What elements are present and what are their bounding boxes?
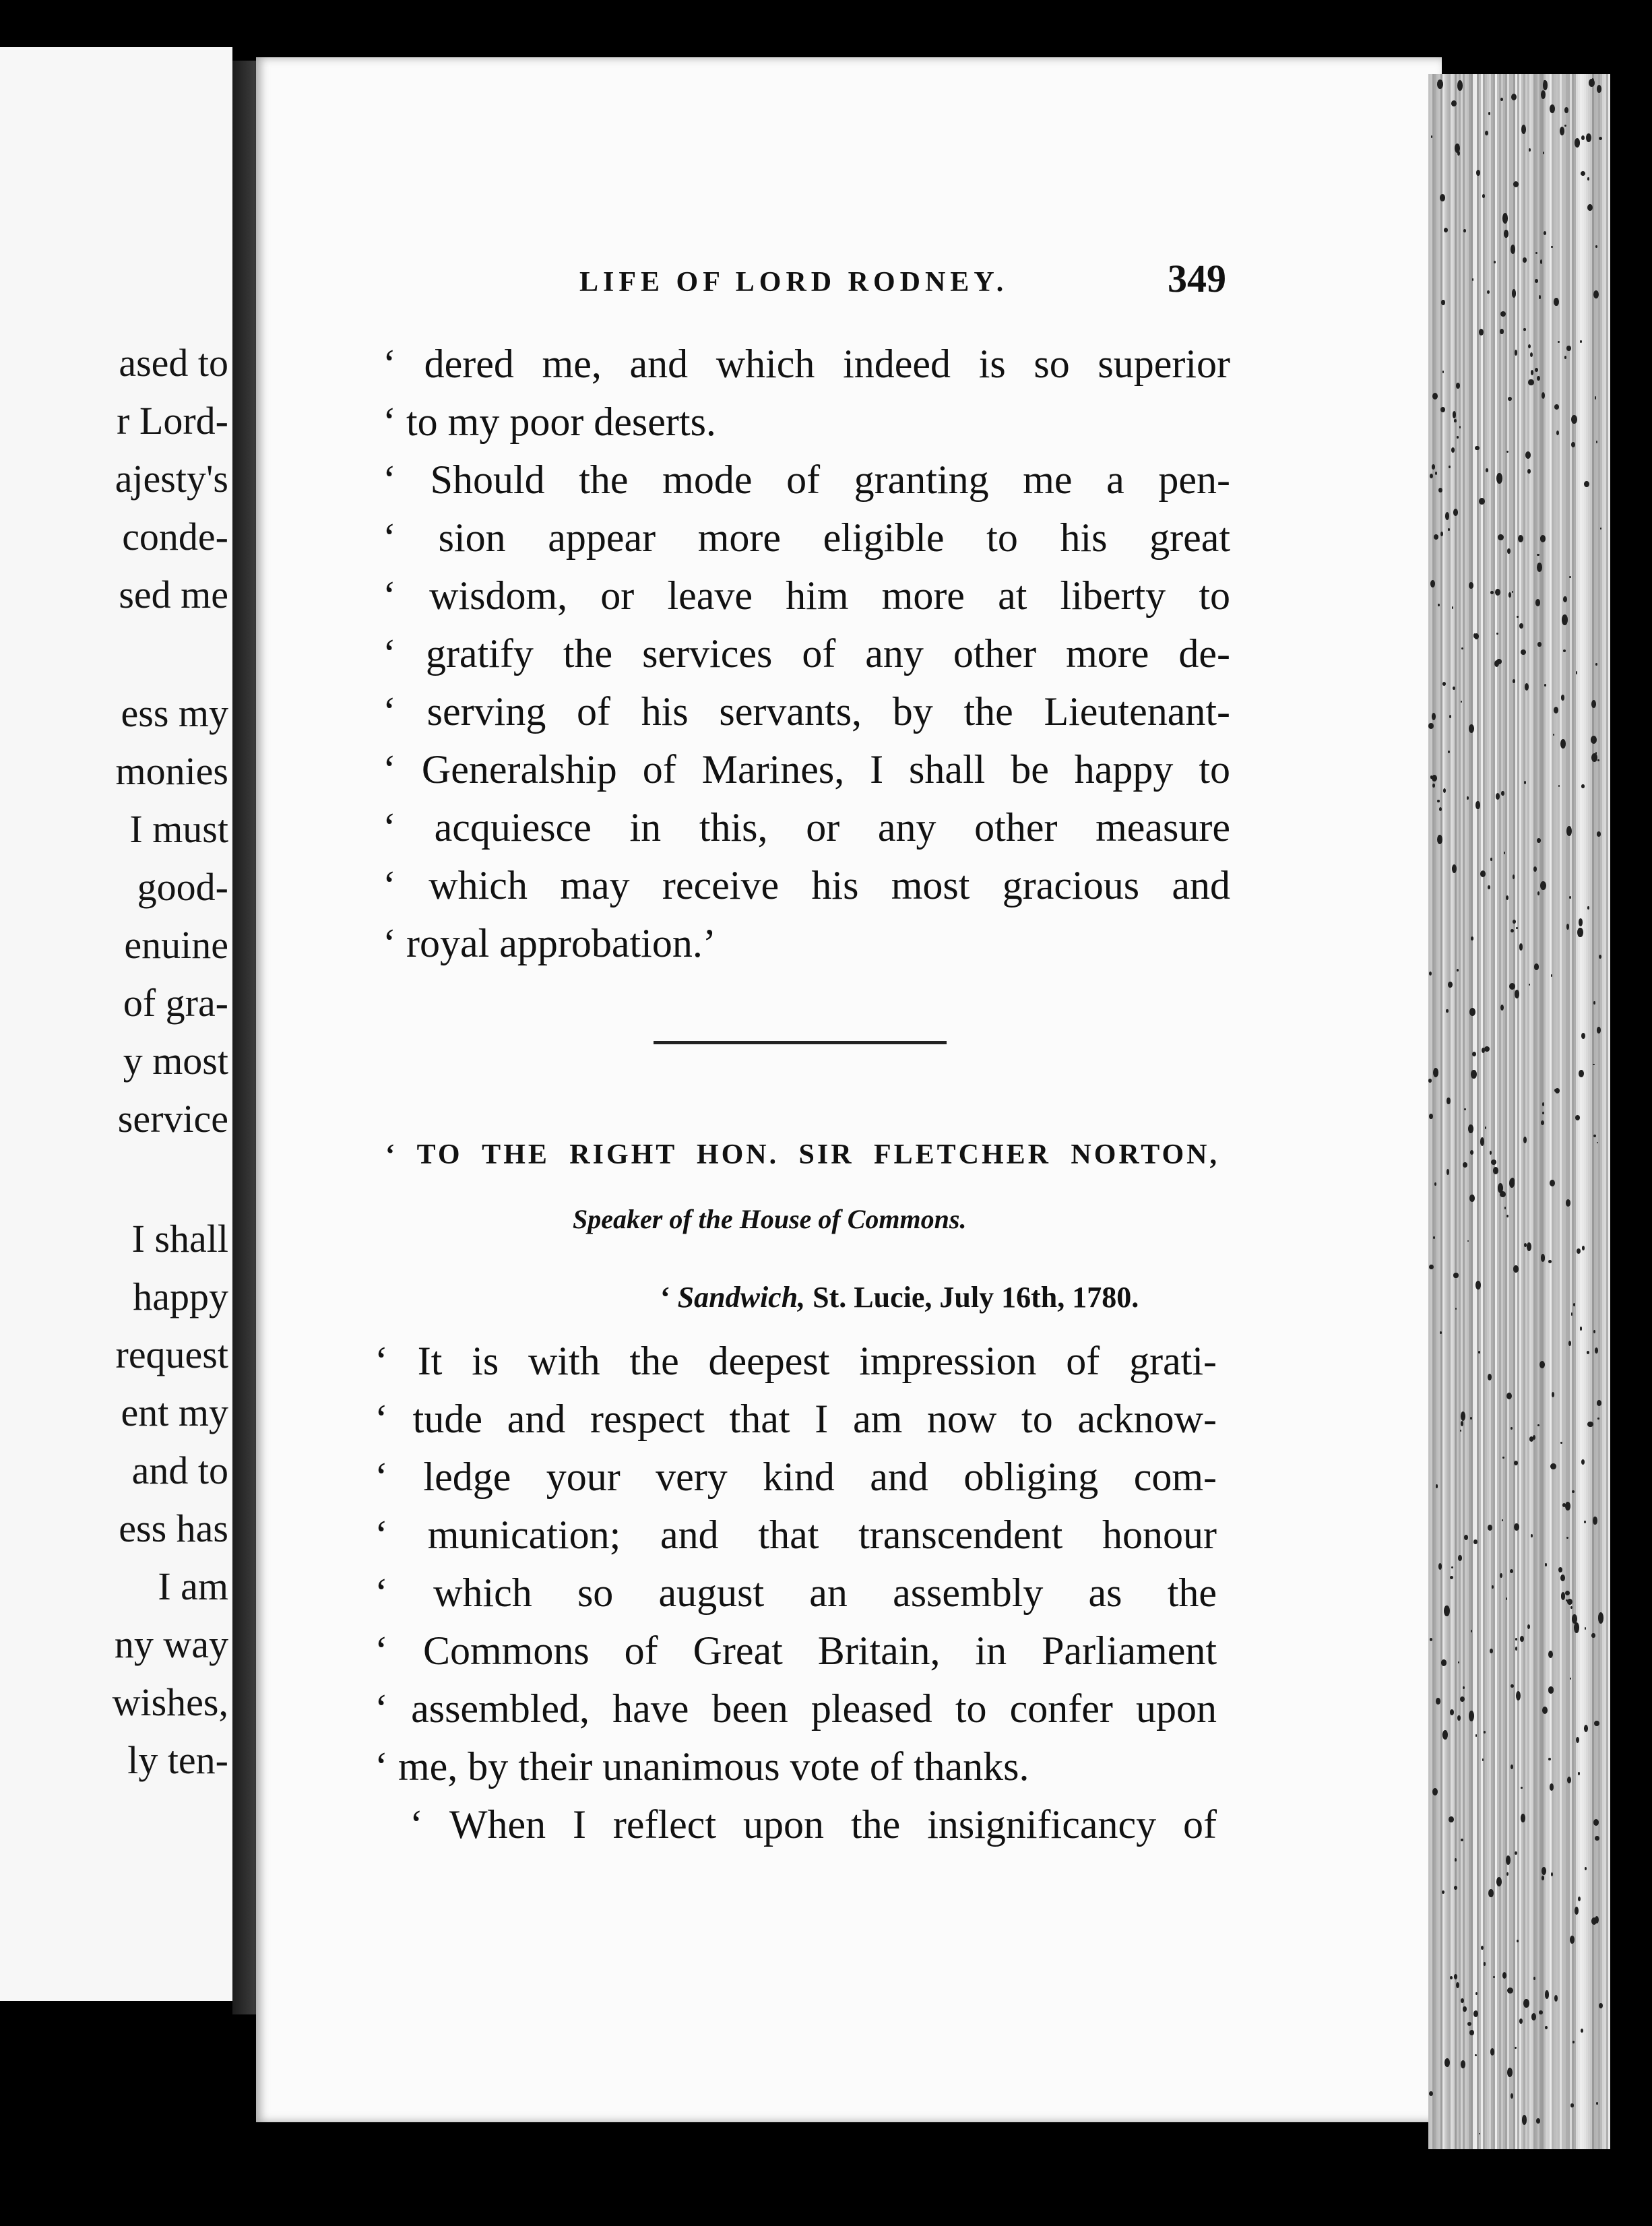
page-edge-speck	[1475, 446, 1479, 451]
running-title: LIFE OF LORD RODNEY.	[579, 267, 1009, 298]
page-edge-speck	[1432, 784, 1434, 788]
page-edge-speck	[1587, 1422, 1593, 1428]
page-edge-speck	[1429, 1114, 1432, 1119]
page-edge-speck	[1596, 2102, 1598, 2105]
page-edge-speck	[1531, 2013, 1536, 2020]
page-edge-speck	[1506, 1855, 1511, 1865]
page-edge-speck	[1564, 125, 1566, 127]
page-edge-speck	[1471, 1070, 1476, 1079]
page-edge-speck	[1515, 2047, 1516, 2049]
page-edge-speck	[1560, 127, 1564, 135]
page-edge-speck	[1548, 1758, 1551, 1760]
page-edge-speck	[1580, 1327, 1583, 1330]
page-edge-speck	[1511, 2093, 1513, 2099]
page-edge-speck	[1575, 1907, 1579, 1915]
page-edge-speck	[1535, 279, 1538, 282]
page-edge-speck	[1558, 1567, 1562, 1572]
page-edge-speck	[1467, 1240, 1469, 1242]
page-edge-speck	[1587, 204, 1593, 211]
page-edge-speck	[1429, 2091, 1433, 2096]
text-line: ‘ which so august an assembly as the	[375, 1570, 1217, 1615]
page-edge-speck	[1475, 1734, 1477, 1736]
page-edge-speck	[1463, 1686, 1465, 1688]
page-edge-speck	[1463, 2006, 1467, 2012]
page-edge-speck	[1446, 1009, 1448, 1013]
page-edge-speck	[1591, 700, 1596, 708]
page-edge-speck	[1506, 451, 1508, 453]
page-edge-speck	[1587, 1351, 1589, 1354]
page-edge-speck	[1521, 649, 1526, 655]
text-line: ‘ wisdom, or leave him more at liberty to	[383, 573, 1230, 618]
page-edge-speck	[1430, 1638, 1432, 1641]
page-edge-speck	[1584, 481, 1589, 488]
page-edge-speck	[1581, 135, 1585, 140]
page-edge-speck	[1555, 1088, 1560, 1093]
text-line: ‘ gratify the services of any other more de-	[383, 631, 1230, 676]
text-line: ‘ Should the mode of granting me a pen-	[383, 457, 1230, 502]
page-edge-speck	[1566, 346, 1570, 351]
page-edge-speck	[1572, 1614, 1577, 1623]
facing-line: sed me	[119, 573, 228, 616]
page-edge-speck	[1488, 885, 1491, 889]
page-edge-speck	[1454, 419, 1457, 422]
dateline-place-date: St. Lucie, July 16th, 1780.	[813, 1281, 1139, 1314]
page-edge-speck	[1515, 1851, 1517, 1855]
page-edge-speck	[1511, 1178, 1514, 1184]
letter-dateline	[660, 1280, 1139, 1314]
text-line: ‘ munication; and that transcendent honour	[375, 1513, 1217, 1557]
page-edge-speck	[1519, 623, 1523, 629]
page-edge-speck	[1502, 1972, 1506, 1979]
page-edge-speck	[1440, 194, 1445, 201]
page-edge-speck	[1475, 801, 1480, 809]
page-edge-speck	[1461, 701, 1463, 703]
page-edge-speck	[1463, 229, 1466, 233]
page-edge-speck	[1548, 1686, 1554, 1693]
page-edge-speck	[1457, 969, 1459, 972]
page-edge-speck	[1488, 1889, 1493, 1897]
page-fore-edge	[1428, 74, 1610, 2149]
facing-line: ased to	[119, 341, 228, 385]
page-edge-speck	[1541, 1254, 1545, 1261]
page-edge-speck	[1515, 1647, 1517, 1651]
page-edge-speck	[1438, 488, 1442, 492]
page-edge-speck	[1464, 1108, 1466, 1110]
page-edge-speck	[1591, 1633, 1595, 1638]
page-edge-speck	[1498, 534, 1503, 540]
facing-line: request	[115, 1333, 228, 1376]
page-edge-speck	[1469, 724, 1474, 733]
page-edge-speck	[1502, 213, 1508, 224]
text-line: ‘ dered me, and which indeed is so superior	[383, 342, 1230, 386]
page-edge-speck	[1537, 642, 1541, 646]
page-edge-speck	[1566, 1537, 1568, 1539]
page-edge-speck	[1584, 1521, 1586, 1523]
page-edge-speck	[1494, 261, 1496, 263]
text-line: ‘ sion appear more eligible to his great	[383, 515, 1230, 560]
facing-line: ess has	[119, 1506, 228, 1550]
facing-line: and to	[131, 1449, 228, 1492]
page-edge-speck	[1479, 498, 1485, 505]
facing-line: service	[117, 1097, 228, 1141]
page-edge-speck	[1591, 753, 1597, 762]
page-edge-speck	[1428, 723, 1434, 728]
page-edge-speck	[1461, 1421, 1464, 1426]
page-edge-speck	[1566, 1599, 1567, 1602]
page-edge-speck	[1581, 784, 1585, 788]
page-edge-speck	[1491, 1159, 1496, 1165]
page-edge-speck	[1453, 411, 1457, 418]
facing-line: r Lord-	[117, 399, 228, 443]
page-edge-speck	[1478, 1351, 1480, 1354]
page-edge-speck	[1550, 1180, 1555, 1186]
page-edge-speck	[1447, 1098, 1450, 1104]
page-edge-speck	[1571, 415, 1577, 424]
facing-line: good-	[137, 865, 228, 909]
page-edge-speck	[1453, 1273, 1458, 1279]
page-edge-speck	[1437, 80, 1443, 89]
page-edge-speck	[1511, 1764, 1513, 1769]
page-edge-speck	[1469, 2030, 1473, 2035]
facing-line: y most	[123, 1039, 228, 1083]
page-edge-speck	[1553, 734, 1554, 736]
page-edge-speck	[1520, 1636, 1524, 1642]
page-edge-speck	[1490, 591, 1494, 594]
page-edge-speck	[1493, 1976, 1495, 1978]
facing-line: I shall	[131, 1217, 228, 1261]
text-line: ‘ It is with the deepest impression of grati-	[375, 1339, 1217, 1383]
dateline-ship: Sandwich,	[677, 1281, 806, 1314]
facing-line: ent my	[121, 1391, 228, 1434]
page-edge-speck	[1474, 633, 1479, 640]
page-edge-speck	[1599, 955, 1601, 959]
page-edge-speck	[1440, 407, 1445, 412]
page-edge-speck	[1490, 2048, 1494, 2056]
facing-line: I must	[129, 807, 228, 851]
page-edge-speck	[1550, 104, 1555, 114]
page-edge-speck	[1458, 1555, 1462, 1561]
page-edge-speck	[1560, 1575, 1565, 1581]
page-edge-speck	[1597, 1400, 1601, 1406]
page-edge-speck	[1554, 707, 1558, 713]
page-edge-speck	[1569, 896, 1571, 899]
page-edge-speck	[1470, 1417, 1473, 1420]
page-edge-speck	[1516, 1691, 1521, 1700]
text-line: ‘ Generalship of Marines, I shall be happy to	[383, 747, 1230, 792]
page-edge-speck	[1528, 344, 1531, 348]
page-edge-speck	[1565, 1502, 1570, 1510]
text-line: ‘ tude and respect that I am now to acknow-	[375, 1397, 1217, 1441]
page-edge-speck	[1581, 1033, 1585, 1039]
page-edge-speck	[1533, 1435, 1535, 1440]
page-edge-speck	[1514, 1523, 1519, 1531]
page-edge-speck	[1451, 100, 1457, 106]
page-edge-speck	[1537, 563, 1542, 572]
text-line: ‘ ledge your very kind and obliging com-	[375, 1455, 1217, 1499]
page-edge-speck	[1545, 1563, 1546, 1566]
text-line: ‘ which may receive his most gracious and	[383, 863, 1230, 908]
page-edge-speck	[1543, 80, 1548, 90]
page-edge-speck	[1545, 2026, 1548, 2030]
page-edge-speck	[1453, 687, 1455, 690]
page-edge-speck	[1514, 1461, 1518, 1465]
page-edge-speck	[1593, 1064, 1594, 1065]
page-edge-speck	[1534, 963, 1539, 969]
page-edge-speck	[1558, 341, 1560, 343]
page-edge-speck	[1578, 1897, 1581, 1901]
page-edge-speck	[1437, 800, 1440, 803]
facing-line: conde-	[122, 515, 228, 559]
page-edge-speck	[1579, 1070, 1584, 1077]
page-edge-speck	[1525, 683, 1529, 691]
text-line: ‘ me, by their unanimous vote of thanks.	[375, 1744, 1029, 1789]
page-edge-speck	[1506, 895, 1508, 899]
page-edge-speck	[1449, 1816, 1454, 1822]
page-edge-speck	[1475, 2054, 1476, 2056]
page-edge-speck	[1463, 1162, 1467, 1168]
page-edge-speck	[1535, 368, 1538, 372]
page-edge-speck	[1577, 1248, 1581, 1254]
page-edge-speck	[1444, 1605, 1449, 1617]
page-edge-speck	[1570, 1606, 1572, 1609]
addressee-title: Speaker of the House of Commons.	[573, 1204, 967, 1234]
page-edge-speck	[1473, 2010, 1478, 2017]
page-edge-speck	[1570, 1936, 1575, 1944]
page-edge-speck	[1487, 290, 1490, 294]
page-edge-speck	[1515, 990, 1519, 998]
page-edge-speck	[1560, 1442, 1562, 1444]
facing-page	[0, 47, 232, 2001]
page-edge-speck	[1451, 447, 1455, 453]
page-edge-speck	[1521, 1814, 1525, 1822]
page-edge-speck	[1455, 144, 1460, 153]
page-edge-speck	[1515, 1638, 1517, 1641]
page-edge-speck	[1563, 596, 1567, 602]
page-edge-speck	[1570, 2103, 1573, 2107]
page-edge-speck	[1490, 858, 1492, 861]
page-edge-speck	[1501, 791, 1504, 796]
page-edge-speck	[1488, 1374, 1492, 1380]
page-edge-speck	[1593, 1001, 1595, 1004]
page-edge-speck	[1448, 751, 1450, 753]
page-edge-speck	[1528, 379, 1533, 385]
page-edge-speck	[1469, 582, 1473, 589]
page-edge-speck	[1511, 1684, 1513, 1688]
dateline-quote: ‘	[660, 1281, 678, 1314]
page-edge-speck	[1539, 295, 1541, 298]
page-edge-speck	[1461, 1839, 1463, 1841]
page-edge-speck	[1448, 982, 1452, 988]
page-edge-speck	[1467, 796, 1469, 800]
page-edge-speck	[1587, 906, 1589, 910]
page-edge-speck	[1507, 548, 1511, 554]
page-edge-speck	[1454, 1974, 1457, 1979]
page-edge-speck	[1515, 350, 1518, 355]
page-edge-speck	[1508, 397, 1512, 401]
page-edge-stripe	[1608, 74, 1610, 2149]
page-edge-speck	[1472, 278, 1473, 281]
page-edge-speck	[1457, 1715, 1461, 1721]
page-edge-speck	[1440, 532, 1443, 536]
page-edge-speck	[1495, 589, 1500, 596]
page-edge-speck	[1596, 441, 1597, 443]
page-edge-speck	[1550, 1463, 1556, 1469]
page-edge-speck	[1436, 1698, 1440, 1705]
page-edge-speck	[1469, 1711, 1474, 1721]
page-edge-speck	[1560, 739, 1566, 748]
page-edge-speck	[1511, 94, 1517, 100]
page-edge-speck	[1442, 1890, 1444, 1894]
page-edge-speck	[1508, 592, 1512, 598]
page-edge-speck	[1504, 230, 1508, 238]
page-edge-speck	[1573, 1303, 1575, 1306]
page-edge-speck	[1500, 329, 1503, 333]
page-edge-speck	[1591, 1917, 1597, 1925]
page-edge-speck	[1490, 1151, 1492, 1154]
facing-line: enuine	[124, 923, 228, 967]
page-edge-speck	[1481, 1946, 1484, 1950]
page-edge-speck	[1500, 311, 1506, 317]
page-edge-speck	[1594, 1721, 1599, 1726]
page-edge-speck	[1469, 1195, 1474, 1202]
page-edge-speck	[1472, 1052, 1476, 1056]
page-edge-speck	[1513, 920, 1516, 924]
page-edge-speck	[1468, 1124, 1473, 1134]
page-edge-speck	[1517, 616, 1519, 618]
page-edge-speck	[1441, 300, 1444, 305]
page-edge-speck	[1593, 1517, 1597, 1525]
page-edge-speck	[1569, 576, 1571, 578]
page-edge-speck	[1511, 1427, 1513, 1430]
text-line: ‘ to my poor deserts.	[383, 400, 716, 444]
page-edge-speck	[1432, 1788, 1438, 1796]
page-edge-speck	[1504, 1207, 1506, 1209]
text-line: ‘ serving of his servants, by the Lieutenant-	[383, 689, 1230, 734]
page-edge-speck	[1564, 107, 1568, 113]
page-number: 349	[1168, 257, 1226, 300]
letter-addressee: ‘ TO THE RIGHT HON. SIR FLETCHER NORTON,	[385, 1139, 1219, 1170]
page-edge-speck	[1449, 715, 1451, 719]
page-edge-speck	[1597, 831, 1601, 837]
text-line: ‘ When I reflect upon the insignificancy of	[410, 1802, 1217, 1847]
page-edge-speck	[1566, 1199, 1570, 1206]
page-edge-speck	[1542, 1112, 1544, 1114]
facing-line: I am	[158, 1564, 228, 1608]
page-edge-speck	[1580, 340, 1582, 342]
page-edge-speck	[1586, 133, 1591, 142]
page-edge-speck	[1521, 1787, 1523, 1789]
page-edge-speck	[1513, 679, 1515, 683]
page-edge-speck	[1523, 328, 1525, 331]
facing-line: ajesty's	[115, 457, 228, 501]
page-edge-speck	[1545, 1990, 1549, 1999]
page-edge-speck	[1572, 1490, 1575, 1493]
page-edge-speck	[1540, 259, 1543, 264]
page-edge-speck	[1551, 1872, 1553, 1876]
page-edge-speck	[1589, 79, 1595, 87]
page-edge-speck	[1473, 1539, 1477, 1544]
facing-line: of gra-	[123, 981, 228, 1025]
page-edge-speck	[1567, 1599, 1572, 1605]
page-edge-speck	[1565, 1591, 1570, 1595]
page-edge-speck	[1506, 1597, 1507, 1600]
page-edge-speck	[1572, 2041, 1575, 2043]
page-edge-speck	[1585, 1867, 1587, 1870]
page-edge-speck	[1597, 85, 1601, 93]
page-edge-speck	[1597, 1027, 1600, 1034]
page-edge-speck	[1581, 2029, 1583, 2033]
facing-line: ess my	[121, 691, 228, 735]
page-edge-speck	[1430, 474, 1433, 478]
page-edge-speck	[1440, 1331, 1442, 1334]
page-edge-speck	[1461, 647, 1463, 650]
page-edge-speck	[1577, 928, 1583, 937]
text-line: ‘ royal approbation.’	[383, 921, 716, 965]
facing-line: ny way	[114, 1622, 228, 1666]
page-edge-speck	[1591, 736, 1597, 744]
page-edge-speck	[1600, 528, 1601, 530]
page-edge-speck	[1502, 1457, 1504, 1459]
page-edge-speck	[1523, 257, 1527, 262]
page-edge-speck	[1448, 528, 1449, 531]
page-edge-speck	[1471, 936, 1474, 941]
page-edge-speck	[1449, 466, 1451, 468]
facing-line: monies	[115, 749, 228, 793]
page-edge-speck	[1539, 2010, 1543, 2015]
facing-line: happy	[133, 1275, 228, 1318]
page-edge-speck	[1442, 1730, 1447, 1740]
text-line: ‘ acquiesce in this, or any other measure	[383, 805, 1230, 850]
page-edge-speck	[1542, 1102, 1544, 1106]
page-edge-speck	[1496, 473, 1502, 484]
page-edge-speck	[1562, 614, 1568, 625]
page-edge-speck	[1513, 1265, 1519, 1272]
section-rule	[654, 1041, 947, 1044]
text-line: ‘ assembled, have been pleased to confer upon	[375, 1686, 1217, 1731]
page-edge-speck	[1441, 1659, 1447, 1665]
page-edge-speck	[1475, 1992, 1478, 1996]
page-edge-speck	[1523, 1999, 1529, 2008]
page-edge-speck	[1511, 929, 1514, 932]
page-edge-speck	[1509, 983, 1515, 990]
page-edge-speck	[1544, 231, 1546, 235]
page-edge-speck	[1469, 1008, 1475, 1016]
page-edge-speck	[1432, 464, 1435, 470]
page-edge-speck	[1537, 838, 1541, 843]
page-edge-speck	[1542, 1876, 1544, 1880]
page-edge-speck	[1490, 1649, 1492, 1653]
page-edge-speck	[1585, 1627, 1586, 1630]
page-edge-speck	[1533, 1977, 1535, 1980]
page-edge-speck	[1537, 1424, 1539, 1426]
page-edge-speck	[1564, 356, 1567, 359]
facing-line: wishes,	[112, 1680, 228, 1724]
page-edge-speck	[1554, 298, 1558, 306]
facing-line: ly ten-	[127, 1738, 228, 1782]
page-edge-speck	[1593, 290, 1599, 298]
page-edge-speck	[1554, 404, 1559, 409]
page-edge-speck	[1558, 785, 1560, 787]
page-edge-speck	[1527, 1242, 1531, 1251]
page-edge-speck	[1531, 370, 1533, 375]
page-edge-speck	[1488, 112, 1490, 115]
page-edge-speck	[1540, 535, 1546, 542]
text-line: ‘ Commons of Great Britain, in Parliament	[375, 1628, 1217, 1673]
